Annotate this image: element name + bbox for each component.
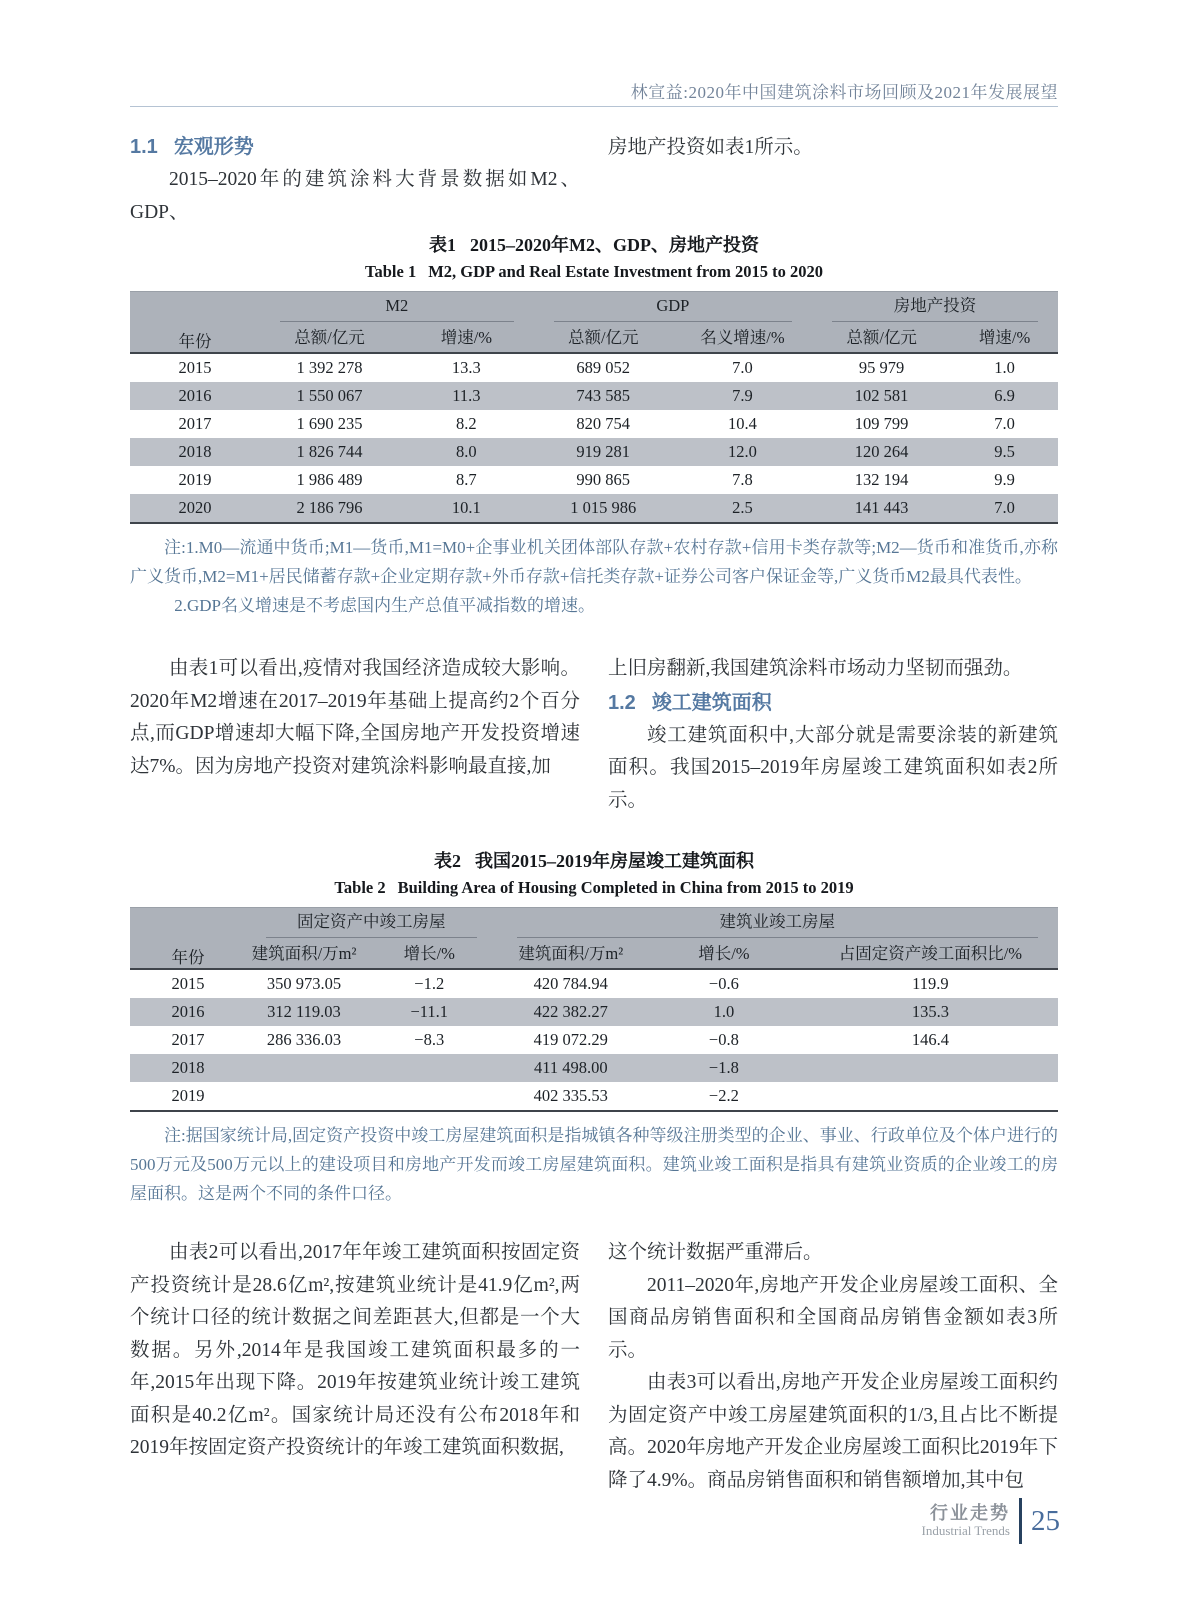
- header-cell: 名义增速/%: [700, 328, 785, 347]
- cell: 7.0: [732, 358, 753, 377]
- cell: 2018: [171, 1058, 205, 1077]
- header-cell: 建筑面积/万m²: [251, 944, 357, 963]
- cell: 141 443: [854, 498, 909, 517]
- cell: 422 382.27: [533, 1002, 608, 1021]
- table2-title-en: Table 2 Building Area of Housing Completed in China from 2015 to 2019: [334, 878, 854, 897]
- cell: 13.3: [451, 358, 481, 377]
- region-a-left-column: [130, 653, 580, 817]
- header-cell: 总额/亿元: [846, 328, 917, 347]
- cell: −1.8: [708, 1058, 739, 1077]
- header-cell-year: 年份: [171, 948, 205, 967]
- cell: 990 865: [576, 470, 631, 489]
- cell: 1 826 744: [296, 442, 363, 461]
- header-cell: 增长/%: [403, 944, 455, 963]
- cell: 109 799: [854, 414, 909, 433]
- cell: 312 119.03: [267, 1002, 341, 1021]
- header-cell-group: 建筑业竣工房屋: [497, 908, 1058, 939]
- footer-divider: [1019, 1498, 1022, 1544]
- header-cell: 增长/%: [698, 944, 750, 963]
- table-row: [130, 1082, 1058, 1111]
- header-cell-group: M2: [260, 292, 534, 323]
- cell: 146.4: [911, 1030, 949, 1049]
- cell: 10.1: [451, 498, 481, 517]
- cell: 2017: [171, 1030, 205, 1049]
- section-number: 1.2: [608, 691, 636, 714]
- cell: [362, 1054, 497, 1082]
- table2-header: [130, 908, 1058, 970]
- cell: 7.9: [732, 386, 753, 405]
- table2-title-cn: 表2 我国2015–2019年房屋竣工建筑面积: [434, 851, 754, 871]
- table2-label-en: Table 2: [334, 878, 386, 897]
- header-cell: 占固定资产竣工面积比/%: [838, 944, 1023, 963]
- page-number: 25: [1031, 1505, 1060, 1537]
- cell: 102 581: [854, 386, 909, 405]
- table-row: [130, 1026, 1058, 1054]
- cell: 10.4: [727, 414, 757, 433]
- paragraph: 竣工建筑面积中,大部分就是需要涂装的新建筑面积。我国2015–2019年房屋竣工建筑面积如表2所示。: [608, 724, 1058, 811]
- cell: 1 690 235: [296, 414, 363, 433]
- table1-subheader-row: [130, 322, 1058, 353]
- cell: 132 194: [854, 470, 909, 489]
- header-cell: 增速/%: [978, 328, 1031, 347]
- region-b-left-column: [130, 1237, 580, 1497]
- cell: [362, 1082, 497, 1111]
- cell: 2019: [171, 1086, 205, 1105]
- paragraph: 2015–2020年的建筑涂料大背景数据如M2、GDP、: [130, 169, 580, 223]
- cell: 2.5: [732, 498, 753, 517]
- table1-notes: [130, 533, 1058, 620]
- cell: 8.0: [456, 442, 477, 461]
- cell: 9.5: [994, 442, 1015, 461]
- cell: 411 498.00: [533, 1058, 608, 1077]
- region-a: [130, 653, 1058, 817]
- cell: 2 186 796: [296, 498, 363, 517]
- cell: [246, 1082, 362, 1111]
- table1: [130, 291, 1058, 524]
- region-a-right-column: [608, 653, 1058, 817]
- paragraph: 由表3可以看出,房地产开发企业房屋竣工面积约为固定资产中竣工房屋建筑面积的1/3,且占比不断提高。2020年房地产开发企业房屋竣工面积比2019年下降了4.9%。商品房销售面积和销售额增加,其中包: [608, 1372, 1058, 1491]
- cell: 2015: [178, 358, 212, 377]
- table-row: [130, 353, 1058, 382]
- section-number: 1.1: [130, 136, 158, 158]
- header-cell: 增速/%: [440, 328, 493, 347]
- cell: 350 973.05: [266, 974, 342, 993]
- section-title: 竣工建筑面积: [651, 691, 772, 714]
- paragraph: 由表2可以看出,2017年年竣工建筑面积按固定资产投资统计是28.6亿m²,按建筑业统计是41.9亿m²,两个统计口径的统计数据之间差距甚大,但都是一个大数据。另外,2014年是我国竣工建筑面积最多的一年,2015年出现下降。2019年按建筑业统计竣工建筑面积是40.2亿m²。国家统计局还没有公布2018年和2019年按固定资产投资统计的年竣工建筑面积数据,: [130, 1242, 580, 1458]
- cell: 2015: [171, 974, 205, 993]
- region-intro: [130, 130, 1058, 229]
- cell: 12.0: [727, 442, 757, 461]
- table1-header: [130, 292, 1058, 354]
- cell: 8.2: [456, 414, 477, 433]
- cell: 135.3: [911, 1002, 949, 1021]
- cell: 743 585: [576, 386, 631, 405]
- paragraph: 2011–2020年,房地产开发企业房屋竣工面积、全国商品房销售面积和全国商品房销售金额如表3所示。: [608, 1274, 1058, 1361]
- cell: 419 072.29: [533, 1030, 608, 1049]
- table2-block: [130, 847, 1058, 1208]
- cell: 11.3: [452, 386, 481, 405]
- paragraph: 这个统计数据严重滞后。: [608, 1242, 823, 1263]
- intro-right-column: [608, 130, 1058, 229]
- header-cell-group: GDP: [534, 292, 812, 323]
- cell: 1 550 067: [296, 386, 363, 405]
- cell: −1.2: [414, 974, 445, 993]
- cell: [803, 1082, 1058, 1111]
- note: 注:1.M0—流通中货币;M1—货币,M1=M0+企事业机关团体部队存款+农村存款+信用卡类存款等;M2—货币和准货币,亦称广义货币,M2=M1+居民储蓄存款+企业定期存款+外币存款+信托类存款+证券公司客户保证金等,广义货币M2最具代表性。: [130, 538, 1058, 586]
- cell: 8.7: [456, 470, 477, 489]
- cell: 919 281: [576, 442, 631, 461]
- paragraph: 上旧房翻新,我国建筑涂料市场动力坚韧而强劲。: [608, 658, 1023, 679]
- footer-section-en: Industrial Trends: [921, 1523, 1010, 1538]
- table-row: [130, 1054, 1058, 1082]
- cell: 9.9: [994, 470, 1015, 489]
- cell: 7.8: [732, 470, 753, 489]
- region-b-right-column: [608, 1237, 1058, 1497]
- header-cell: 总额/亿元: [294, 328, 365, 347]
- cell: 6.9: [994, 386, 1015, 405]
- footer-section-cn: 行业走势: [930, 1503, 1010, 1523]
- table2-notes: [130, 1121, 1058, 1208]
- table1-block: [130, 231, 1058, 620]
- table-row: [130, 494, 1058, 523]
- cell: 820 754: [576, 414, 631, 433]
- cell: 1 015 986: [570, 498, 637, 517]
- cell: 119.9: [912, 974, 949, 993]
- cell: 689 052: [576, 358, 631, 377]
- running-head: 林宣益:2020年中国建筑涂料市场回顾及2021年发展展望: [630, 83, 1058, 102]
- cell: 420 784.94: [533, 974, 608, 993]
- table-row: [130, 998, 1058, 1026]
- table-row: [130, 438, 1058, 466]
- page-footer: [922, 1498, 1060, 1544]
- intro-left-column: [130, 130, 580, 229]
- paragraph: 由表1可以看出,疫情对我国经济造成较大影响。2020年M2增速在2017–2019年基础上提高约2个百分点,而GDP增速却大幅下降,全国房地产开发投资增速达7%。因为房地产投资对建筑涂料影响最直接,加: [130, 658, 580, 777]
- table-row: [130, 410, 1058, 438]
- header-cell: 建筑面积/万m²: [518, 944, 624, 963]
- cell: −8.3: [414, 1030, 445, 1049]
- paragraph: 房地产投资如表1所示。: [608, 137, 813, 158]
- cell: 1 986 489: [296, 470, 363, 489]
- section-title: 宏观形势: [173, 136, 254, 158]
- table1-title-cn: 表1 2015–2020年M2、GDP、房地产投资: [429, 235, 759, 255]
- cell: 2018: [178, 442, 212, 461]
- table1-label-en: Table 1: [365, 262, 417, 281]
- table1-title-en: Table 1 M2, GDP and Real Estate Investment from 2015 to 2020: [365, 262, 823, 281]
- cell: 120 264: [854, 442, 909, 461]
- header-cell-year: 年份: [178, 332, 212, 351]
- table-row: [130, 969, 1058, 998]
- table1-label-cn: 表1: [429, 235, 456, 255]
- region-b: [130, 1237, 1058, 1497]
- section-heading-1-2: [608, 686, 1058, 720]
- cell: 286 336.03: [266, 1030, 342, 1049]
- note: 注:据国家统计局,固定资产投资中竣工房屋建筑面积是指城镇各种等级注册类型的企业、事业、行政单位及个体户进行的500万元及500万元以上的建设项目和房地产开发而竣工房屋建筑面积。建筑业竣工面积是指具有建筑业资质的企业竣工的房屋面积。这是两个不同的条件口径。: [130, 1126, 1058, 1203]
- cell: 2016: [171, 1002, 205, 1021]
- cell: −11.1: [410, 1002, 449, 1021]
- cell: 2016: [178, 386, 212, 405]
- table2: [130, 907, 1058, 1112]
- cell: 7.0: [994, 498, 1015, 517]
- cell: 95 979: [858, 358, 905, 377]
- header-cell: 总额/亿元: [567, 328, 639, 347]
- table1-group-row: [130, 292, 1058, 323]
- cell: 7.0: [994, 414, 1015, 433]
- cell: 1 392 278: [296, 358, 363, 377]
- header-cell-group: 固定资产中竣工房屋: [246, 908, 497, 939]
- table2-label-cn: 表2: [434, 851, 461, 871]
- table2-group-row: [130, 908, 1058, 939]
- cell: −0.8: [708, 1030, 739, 1049]
- header-rule: [130, 106, 1058, 107]
- cell: −2.2: [708, 1086, 739, 1105]
- table-row: [130, 466, 1058, 494]
- footer-labels: [922, 1503, 1010, 1539]
- cell: 1.0: [713, 1002, 735, 1021]
- cell: 402 335.53: [533, 1086, 608, 1105]
- cell: 2017: [178, 414, 212, 433]
- table-row: [130, 382, 1058, 410]
- cell: [246, 1054, 362, 1082]
- cell: −0.6: [708, 974, 739, 993]
- table2-subheader-row: [130, 938, 1058, 969]
- note: 2.GDP名义增速是不考虑国内生产总值平减指数的增速。: [174, 596, 595, 615]
- cell: [803, 1054, 1058, 1082]
- cell: 2020: [178, 498, 212, 517]
- header-cell-group: 房地产投资: [812, 292, 1058, 323]
- cell: 2019: [178, 470, 212, 489]
- section-heading-1-1: [130, 130, 580, 164]
- cell: 1.0: [994, 358, 1015, 377]
